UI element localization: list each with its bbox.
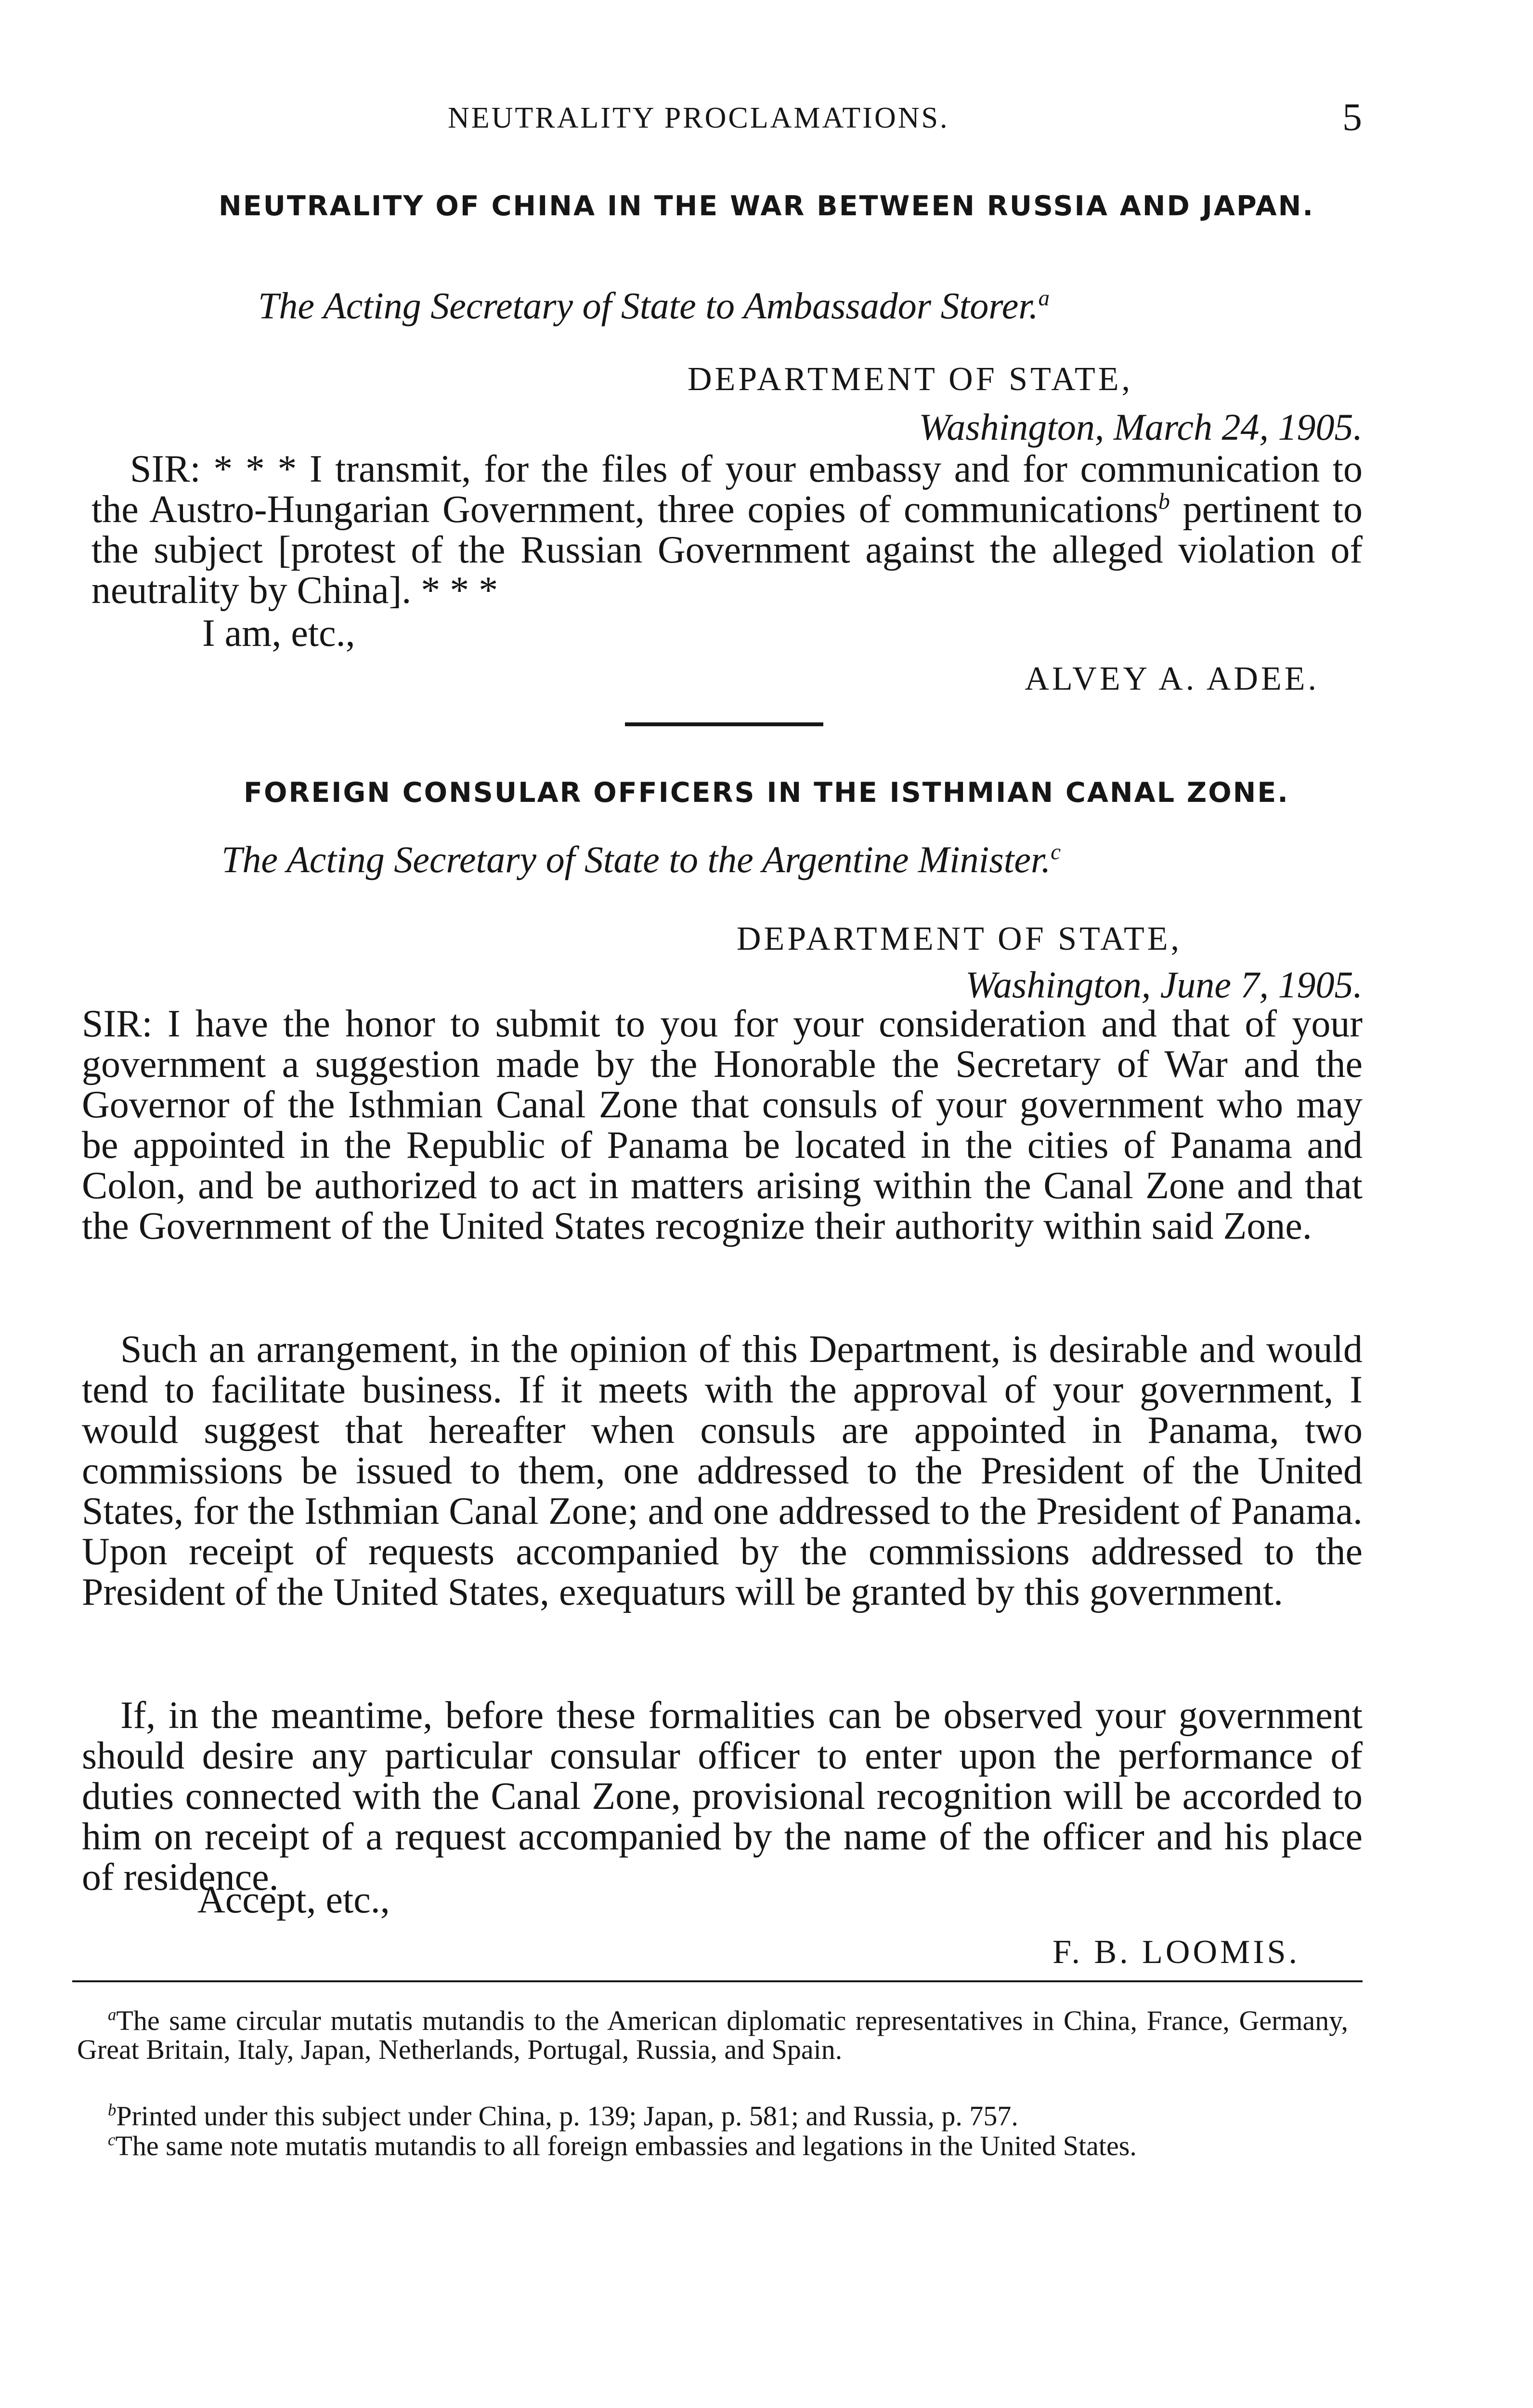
department-line: DEPARTMENT OF STATE, bbox=[688, 361, 1133, 398]
footnote-marker: c bbox=[108, 2130, 116, 2149]
letter-body-paragraph: SIR: I have the honor to submit to you for your consideration and that of your government a suggestion made by the Honorable the Secretary of War and the Governor of the Isthmian Canal Zone that consuls of your government who may be appointed in the Republic of Panama be located in the cities of Panama and Colon, and be authorized to act in matters arising within the Canal Zone and that the Government of the United States recognize their authority within said Zone. bbox=[82, 1003, 1363, 1247]
footnote-text: The same circular mutatis mutandis to the American diplomatic representatives in China, France, Germany, Great Britain, Italy, Japan, Netherlands, Portugal, Russia, and Spain. bbox=[77, 2005, 1348, 2065]
body-text-start: SIR: * * * I transmit, for the files of your embassy and for communication to the Austro-Hungarian Government, three copies of communications bbox=[91, 448, 1363, 531]
signature: F. B. LOOMIS. bbox=[1052, 1934, 1300, 1971]
running-head: NEUTRALITY PROCLAMATIONS. bbox=[448, 102, 949, 134]
footnote-text: The same note mutatis mutandis to all foreign embassies and legations in the United States. bbox=[115, 2130, 1137, 2161]
dateline: Washington, June 7, 1905. bbox=[965, 964, 1363, 1006]
footnote-marker: b bbox=[108, 2100, 117, 2120]
letter-subtitle-argentine-minister bbox=[221, 838, 1061, 881]
footnote bbox=[77, 2102, 1348, 2131]
closing-line: Accept, etc., bbox=[197, 1879, 390, 1921]
section-heading-china-neutrality: NEUTRALITY OF CHINA IN THE WAR BETWEEN RUSSIA AND JAPAN. bbox=[218, 190, 1315, 222]
letter-subtitle-storer bbox=[258, 284, 1050, 327]
body-text-end: pertinent to the subject [protest of the Russian Government against the alleged violation of neutrality by China]. * * * bbox=[91, 488, 1363, 612]
footnote-ref-b: b bbox=[1158, 488, 1170, 514]
footnote-text: Printed under this subject under China, p. 139; Japan, p. 581; and Russia, p. 757. bbox=[116, 2100, 1018, 2132]
letter-body-paragraph: Such an arrangement, in the opinion of this Department, is desirable and would tend to facilitate business. If it meets with the approval of your government, I would suggest that hereafter when consuls are appointed in Panama, two commissions be issued to them, one addressed to the President of the United States, for the Isthmian Canal Zone; and one addressed to the President of Panama. Upon receipt of requests accompanied by the commissions addressed to the President of the United States, exequaturs will be granted by this government. bbox=[82, 1328, 1363, 1613]
dateline: Washington, March 24, 1905. bbox=[919, 406, 1363, 448]
footnote-rule bbox=[72, 1980, 1363, 1982]
footnote bbox=[77, 2006, 1348, 2064]
footnote-ref-a: a bbox=[1038, 286, 1050, 311]
department-line: DEPARTMENT OF STATE, bbox=[737, 920, 1182, 957]
footnote-ref-c: c bbox=[1051, 839, 1061, 864]
section-divider bbox=[625, 722, 823, 726]
signature: ALVEY A. ADEE. bbox=[1025, 660, 1319, 697]
subtitle-text: The Acting Secretary of State to the Argentine Minister. bbox=[221, 838, 1051, 880]
subtitle-text: The Acting Secretary of State to Ambassador Storer. bbox=[258, 285, 1039, 327]
footnote bbox=[77, 2132, 1348, 2160]
page-number: 5 bbox=[1342, 95, 1362, 139]
letter-body-paragraph bbox=[91, 449, 1363, 611]
footnote-marker: a bbox=[108, 2005, 117, 2024]
section-heading-consular-officers: FOREIGN CONSULAR OFFICERS IN THE ISTHMIAN CANAL ZONE. bbox=[244, 777, 1289, 809]
letter-body-paragraph: If, in the meantime, before these formalities can be observed your government should desire any particular consular officer to enter upon the performance of duties connected with the Canal Zone, provisional recognition will be accorded to him on receipt of a request accompanied by the name of the officer and his place of residence. bbox=[82, 1694, 1363, 1898]
closing-line: I am, etc., bbox=[202, 612, 355, 654]
